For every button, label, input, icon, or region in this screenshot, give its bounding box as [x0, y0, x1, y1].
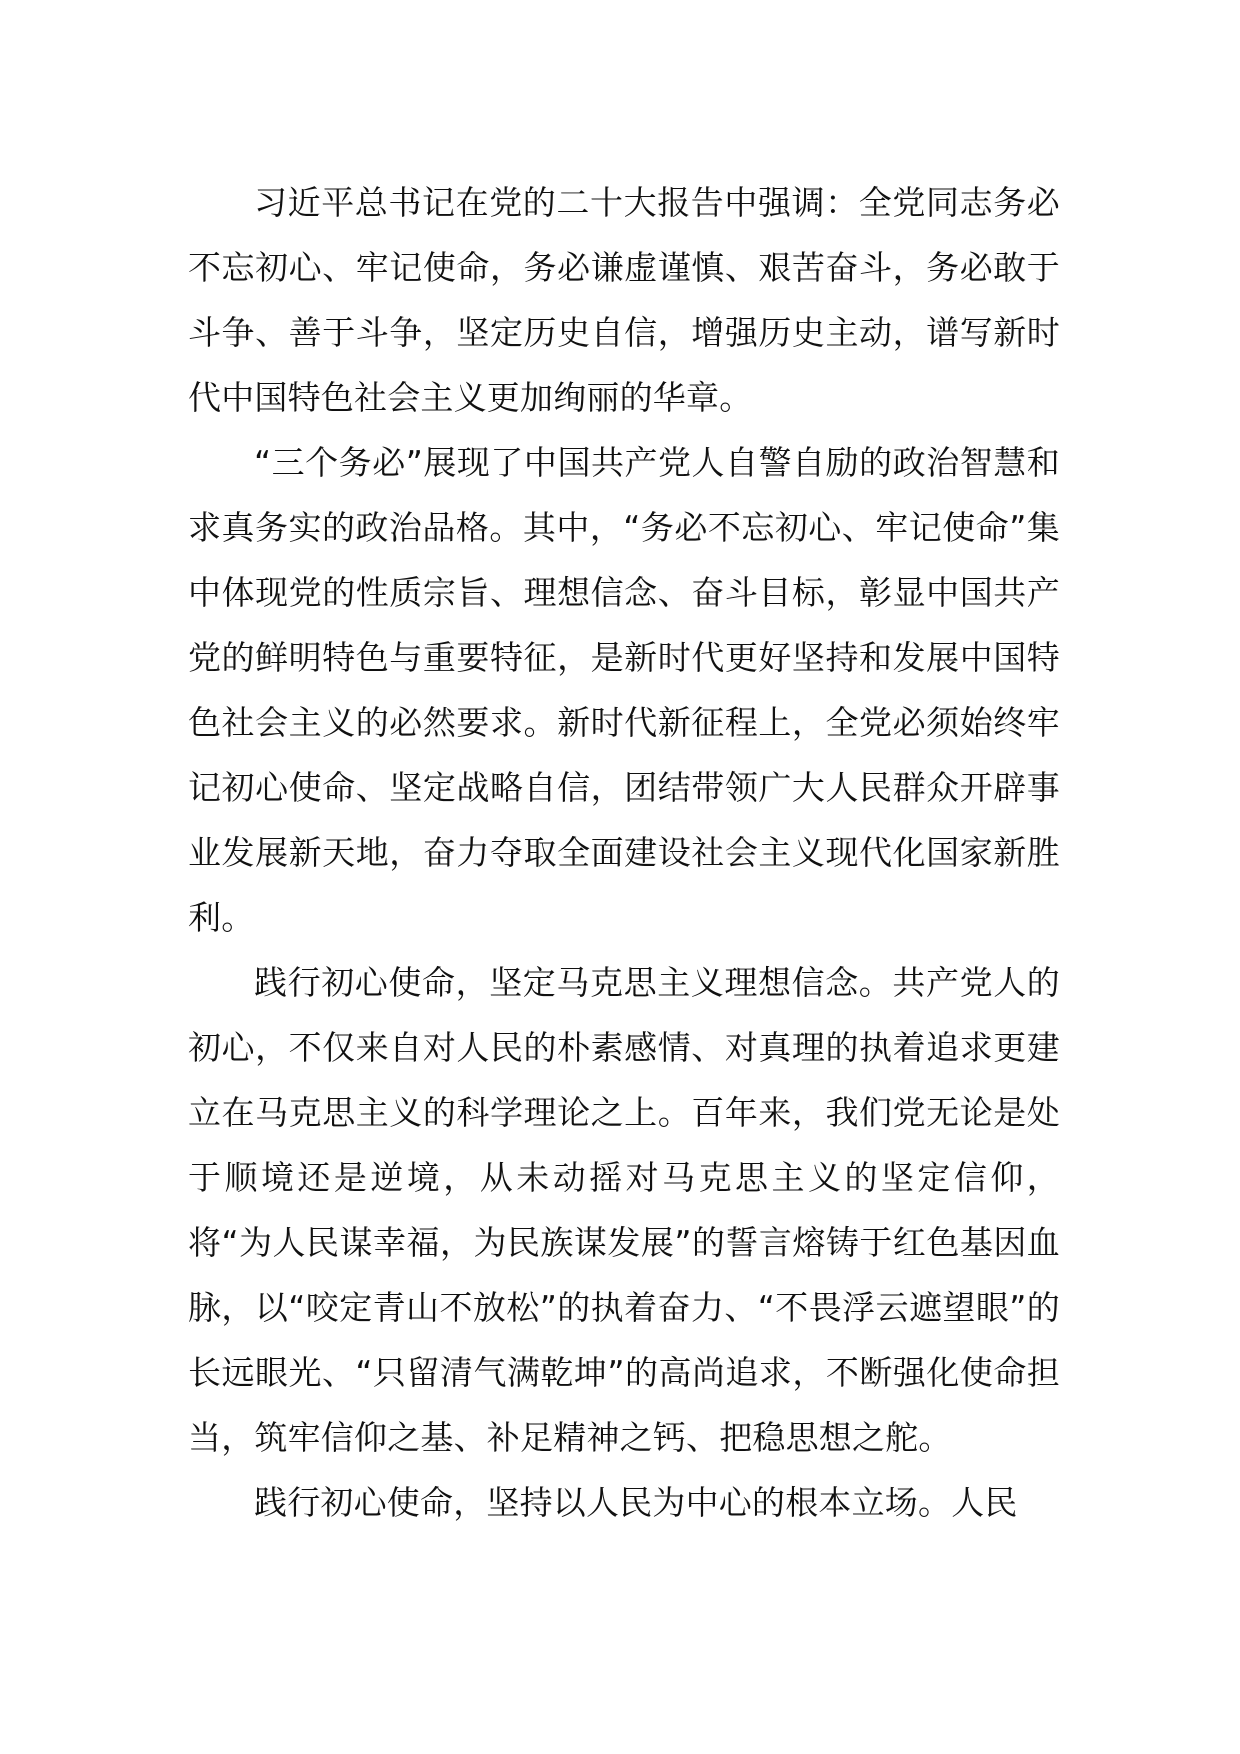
paragraph-4: 践行初心使命，坚持以人民为中心的根本立场。人民	[254, 1483, 1018, 1522]
document-body	[188, 170, 1060, 1535]
paragraph-3: 践行初心使命，坚定马克思主义理想信念。共产党人的初心，不仅来自对人民的朴素感情、对真理的执着追求更建立在马克思主义的科学理论之上。百年来，我们党无论是处于顺境还是逆境，从未动摇对马克思主义的坚定信仰，将“为人民谋幸福，为民族谋发展”的誓言熔铸于红色基因血脉，以“咬定青山不放松”的执着奋力、“不畏浮云遮望眼”的长远眼光、“只留清气满乾坤”的高尚追求，不断强化使命担当，筑牢信仰之基、补足精神之钙、把稳思想之舵。	[188, 963, 1060, 1457]
paragraph-1: 习近平总书记在党的二十大报告中强调：全党同志务必不忘初心、牢记使命，务必谦虚谨慎、艰苦奋斗，务必敢于斗争、善于斗争，坚定历史自信，增强历史主动，谱写新时代中国特色社会主义更加绚丽的华章。	[188, 183, 1060, 417]
paragraph-2: “三个务必”展现了中国共产党人自警自励的政治智慧和求真务实的政治品格。其中，“务必不忘初心、牢记使命”集中体现党的性质宗旨、理想信念、奋斗目标，彰显中国共产党的鲜明特色与重要特征，是新时代更好坚持和发展中国特色社会主义的必然要求。新时代新征程上，全党必须始终牢记初心使命、坚定战略自信，团结带领广大人民群众开辟事业发展新天地，奋力夺取全面建设社会主义现代化国家新胜利。	[188, 443, 1060, 937]
